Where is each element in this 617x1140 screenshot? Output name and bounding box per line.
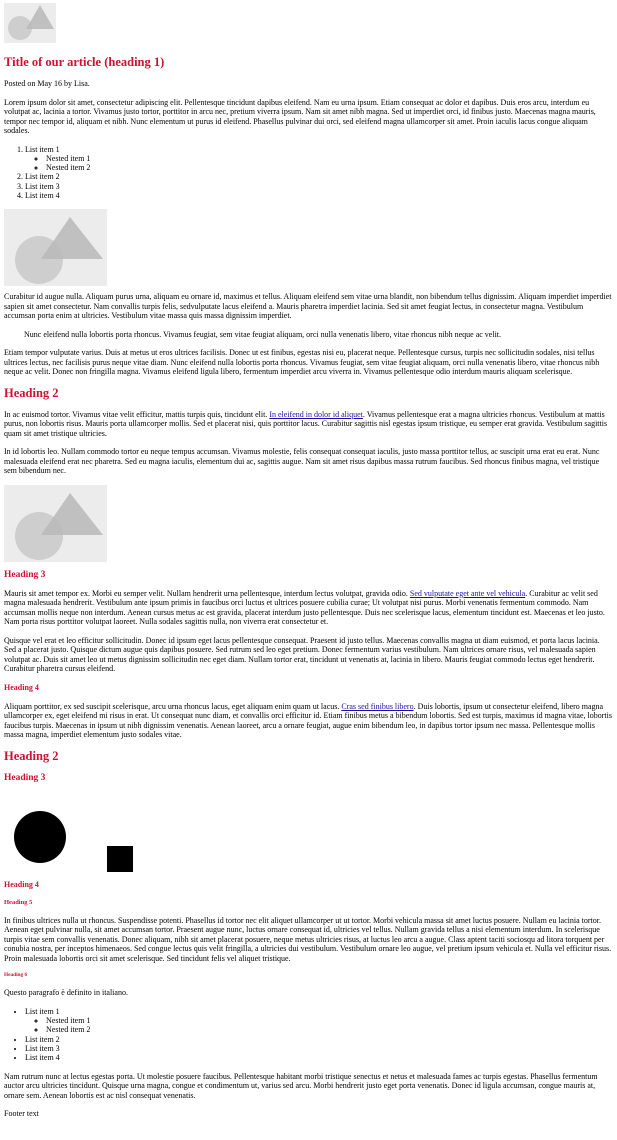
heading-3: Heading 3 — [4, 569, 46, 580]
paragraph-with-link: Mauris sit amet tempor ex. Morbi eu semper velit. Nullam hendrerit urna pellentesque, interdum lectus volutpat, gravida odio. Sed vulputate eget ante vel vehicula. Curabitur ac velit sed magna malesuada hendrerit. Vestibulum ante ipsum primis in faucibus orci luctus et ultrices posuere cubilia curae; Ut volutpat nisi purus. Morbi venenatis fermentum commodo. Nam accumsan mollis neque non interdum. Aenean cursus metus ac est gravida, placerat interdum justo pellentesque. Duis nec scelerisque lacus, elementum tincidunt est. Maecenas et leo justo. Nam porta risus porttitor volutpat laoreet. Nulla sodales sagittis nulla, non viverra erat consectetur et. — [4, 588, 605, 627]
paragraph-with-link: In ac euismod tortor. Vivamus vitae velit efficitur, mattis turpis quis, tincidunt elit. In eleifend in dolor id aliquet. Vivamus pellentesque erat a magna ultricies rhoncus. Vestibulum at mattis purus, non lobortis risus. Mauris porta ullamcorper mollis. Sed et placerat nisi, quis porttitor lacus. Curabitur sagittis nisl egestas ipsum tristique, eu semper erat gravida. Vestibulum sagittis quam sit amet tristique ultricies. — [4, 409, 608, 438]
nested-list-item: ◦ Nested item 2 — [46, 163, 613, 172]
ordered-list — [4, 145, 613, 201]
inline-link[interactable]: Sed vulputate eget ante vel vehicula — [409, 588, 526, 598]
paragraph: In finibus ultrices nulla ut rhoncus. Suspendisse potenti. Phasellus id tortor nec elit aliquet ullamcorper ut ut tortor. Morbi vehicula massa sit amet luctus posuere. Nullam eu lacinia tortor. Aenean eget pulvinar nulla, sit amet accumsan tortor. Praesent augue nunc, luctus ornare consequat id, ultricies vel tellus. Nullam gravida tellus a nisi elementum interdum. In scelerisque turpis vitae sem convallis venenatis. Donec aliquam, nibh sit amet placerat posuere, neque metus ultricies risus, at luctus leo arcu a augue. Class aptent taciti sociosqu ad litora torquent per conubia nostra, per inceptos himenaeos. Sed congue lectus quis velit fringilla, a ultricies dui vestibulum. Vestibulum ornare leo augue, vel pretium ipsum vehicula et. Nulla vel efficitur risus. Proin malesuada lobortis orci sit amet scelerisque. Sed tincidunt felis vel aliquet tristique. — [4, 915, 612, 963]
heading-2: Heading 2 — [4, 748, 59, 763]
paragraph-with-link: Aliquam porttitor, ex sed suscipit scelerisque, arcu urna rhoncus lacus, eget aliquam enim quam ut lacus. Cras sed finibus libero. Duis lobortis, ipsum ut consectetur eleifend, libero magna ullamcorper ex, eget eleifend mi risus in erat. Ut consequat nunc diam, et convallis orci efficitur id. Etiam finibus metus a bibendum lobortis. Sed est turpis, maximus id magna vitae, lobortis faucibus turpis. Maecenas in ipsum ut nibh dignissim venenatis. Aenean laoreet, arcu a ornare feugiat, augue enim bibendum leo, in dapibus tortor ipsum nec massa. Pellentesque mollis massa magna, imperdiet elementum justo sodales vitae. — [4, 701, 612, 740]
nested-list-item: ◦ Nested item 1 — [46, 154, 613, 163]
list-item: • List item 4 — [25, 1053, 613, 1062]
heading-4: Heading 4 — [4, 879, 39, 889]
footer-text: Footer text — [4, 1109, 39, 1119]
list-item: 4. List item 4 — [25, 191, 613, 200]
heading-2: Heading 2 — [4, 385, 59, 400]
nested-list — [25, 154, 613, 173]
list-item: 2. List item 2 — [25, 172, 613, 181]
list-item: • List item 3 — [25, 1044, 613, 1053]
paragraph: Etiam tempor vulputate varius. Duis at metus ut eros ultrices facilisis. Donec ut est finibus, egestas nisi eu, placerat neque. Pellentesque cursus, turpis nec sollicitudin sodales, nisi tellus ultrices lectus, nec facilisis purus neque vitae diam. Nunc eleifend nulla lobortis porta rhoncus. Vivamus feugiat, sem vitae feugiat aliquam, orci nulla venenatis libero, vitae rhoncus nibh neque ac velit. Donec non fringilla magna. Vivamus eleifend ligula libero, fermentum imperdiet arcu viverra in. Vivamus pellentesque odio interdum mauris aliquam scelerisque. — [4, 348, 600, 377]
unordered-list — [4, 1007, 613, 1063]
heading-6: Heading 6 — [4, 972, 28, 979]
block-quote: Nunc eleifend nulla lobortis porta rhoncus. Vivamus feugiat, sem vitae feugiat aliquam, orci nulla venenatis libero, vitae rhoncus nibh neque ac velit. — [24, 329, 502, 339]
list-item: 3. List item 3 — [25, 182, 613, 191]
italian-paragraph: Questo paragrafo è definito in italiano. — [4, 988, 128, 998]
paragraph-intro: Lorem ipsum dolor sit amet, consectetur adipiscing elit. Pellentesque tincidunt dapibus eleifend. Nam eu urna ipsum. Etiam consequat ac dolor et dapibus. Duis eros arcu, interdum eu volutpat ac, lacinia a tortor. Vivamus justo tortor, porttitor in arcu nec, pretium viverra ipsum. Nam sit amet nibh magna. Sed ut imperdiet orci, id finibus justo. Maecenas magna mauris, tempor nec tempor id, aliquam et nibh. Nunc elementum ut purus id eleifend. Phasellus pulvinar dui orci, sed eleifend magna ullamcorper sit amet. Proin iaculis lacus congue aliquam sodales. — [4, 97, 596, 135]
paragraph: Nam rutrum nunc at lectus egestas porta. Ut molestie posuere faucibus. Pellentesque habitant morbi tristique senectus et netus et malesuada fames ac turpis egestas. Phasellus fermentum auctor arcu ultricies tincidunt. Quisque urna magna, congue et condimentum ut, varius sed arcu. Morbi hendrerit justo eget porta venenatis. Donec id ligula accumsan, congue mauris at, ornare sem. Aenean lobortis est ac nisl consequat venenatis. — [4, 1071, 598, 1100]
inline-link[interactable]: In eleifend in dolor id aliquet — [269, 409, 363, 419]
paragraph: In id lobortis leo. Nullam commodo tortor eu neque tempus accumsan. Vivamus molestie, felis consequat consequat iaculis, justo massa porttitor tellus, ac suscipit urna erat eu erat. Nunc malesuada eleifend erat nec pharetra. Sed eu magna iaculis, elementum dui ac, sagittis augue. Nam sit amet risus dapibus massa rutrum faucibus. Sed rhoncus finibus magna, vel tristique sem bibendum nec. — [4, 447, 600, 476]
placeholder-image-shapes — [4, 3, 56, 43]
placeholder-image-shapes — [4, 485, 107, 562]
heading-4: Heading 4 — [4, 682, 39, 692]
list-item: • List item 1 ◦ Nested item 1 ◦ Nested item 2 — [25, 1007, 613, 1035]
placeholder-image-shapes — [4, 209, 107, 286]
paragraph: Curabitur id augue nulla. Aliquam purus urna, aliquam eu ornare id, maximus et tellus. Aliquam eleifend sem vitae urna blandit, non bibendum tellus dignissim. Aliquam imperdiet imperdiet sapien sit amet consectetur. Nam convallis turpis felis, sedvulputate lacus eleifend a. Mauris pharetra imperdiet lacinia. Sed sit amet feugiat lectus, in consectetur magna. Vestibulum accumsan porta enim at ultricies. Vestibulum vitae massa quis massa dignissim imperdiet. — [4, 292, 612, 321]
nested-list-item: ◦ Nested item 1 — [46, 1016, 613, 1025]
black-square — [107, 846, 133, 872]
heading-3: Heading 3 — [4, 772, 46, 783]
black-circle — [14, 811, 66, 863]
black-shapes-illustration — [4, 792, 144, 872]
nested-list-item: ◦ Nested item 2 — [46, 1025, 613, 1034]
heading-5: Heading 5 — [4, 898, 33, 906]
inline-link[interactable]: Cras sed finibus libero — [341, 701, 414, 711]
post-meta: Posted on May 16 by Lisa. — [4, 79, 90, 88]
list-item: • List item 2 — [25, 1035, 613, 1044]
article-title: Title of our article (heading 1) — [4, 55, 165, 69]
nested-list — [25, 1016, 613, 1035]
paragraph: Quisque vel erat et leo efficitur sollicitudin. Donec id ipsum eget lacus pellentesque consequat. Praesent id justo tellus. Maecenas convallis magna ut diam euismod, et porta lacus lacinia. Sed a placerat justo. Quisque dictum augue quis dapibus posuere. Sed rutrum sed leo eget pretium. Donec fermentum varius vestibulum. Nam ultrices ornare risus, vel malesuada sapien volutpat ac. Duis sit amet leo ut metus dignissim sollicitudin nec eget diam. Nullam tortor erat, tincidunt ut venenatis at, lacinia in libero. Mauris feugiat commodo lectus eget hendrerit. Curabitur pharetra cursus eleifend. — [4, 635, 600, 674]
list-item: 1. List item 1 ◦ Nested item 1 ◦ Nested item 2 — [25, 145, 613, 173]
